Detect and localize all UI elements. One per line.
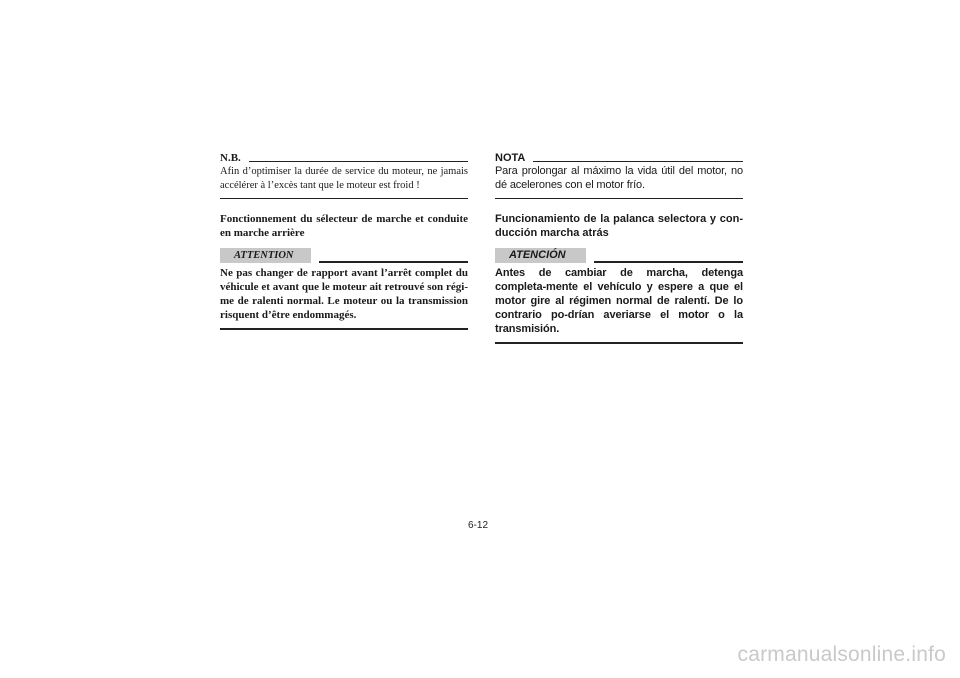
note-header-line-es: [533, 161, 743, 162]
warning-end-rule-es: [495, 342, 743, 344]
spanish-column: [495, 150, 743, 344]
warning-header-line-fr: [319, 261, 468, 263]
warning-header-es: [495, 247, 743, 263]
section-title-fr: Fonctionnement du sélecteur de marche et conduite en marche arrière: [220, 213, 468, 239]
french-column: [220, 150, 468, 330]
note-header-line-fr: [249, 161, 468, 162]
warning-label-fr: ATTENTION: [220, 248, 311, 263]
watermark: carmanualsonline.info: [737, 643, 946, 666]
note-title-fr: N.B.: [220, 152, 241, 164]
note-end-rule-es: [495, 198, 743, 199]
page-number: 6-12: [468, 520, 489, 531]
note-header-es: [495, 150, 743, 164]
warning-label-es: ATENCIÓN: [495, 248, 586, 263]
warning-header-line-es: [594, 261, 743, 263]
warning-header-fr: [220, 247, 468, 263]
section-title-es: Funcionamiento de la palanca selectora y con-ducción marcha atrás: [495, 213, 743, 239]
warning-text-fr: Ne pas changer de rapport avant l’arrêt complet du véhicule et avant que le moteur ait retrouvé son régi-me de ralenti normal. Le moteur ou la transmission risquent d’être endommagés.: [220, 267, 468, 321]
note-end-rule-fr: [220, 198, 468, 199]
note-title-es: NOTA: [495, 152, 526, 164]
warning-text-es: Antes de cambiar de marcha, detenga completa-mente el vehículo y espere a que el motor gire al régimen normal de ralentí. De lo contrario po-drían averiarse el motor o la transmisión.: [495, 267, 743, 335]
note-text-es: Para prolongar al máximo la vida útil del motor, no dé acelerones con el motor frío.: [495, 165, 743, 191]
warning-end-rule-fr: [220, 328, 468, 330]
note-text-fr: Afin d’optimiser la durée de service du moteur, ne jamais accélérer à l’excès tant que le moteur est froid !: [220, 166, 468, 191]
note-header-fr: [220, 150, 468, 164]
